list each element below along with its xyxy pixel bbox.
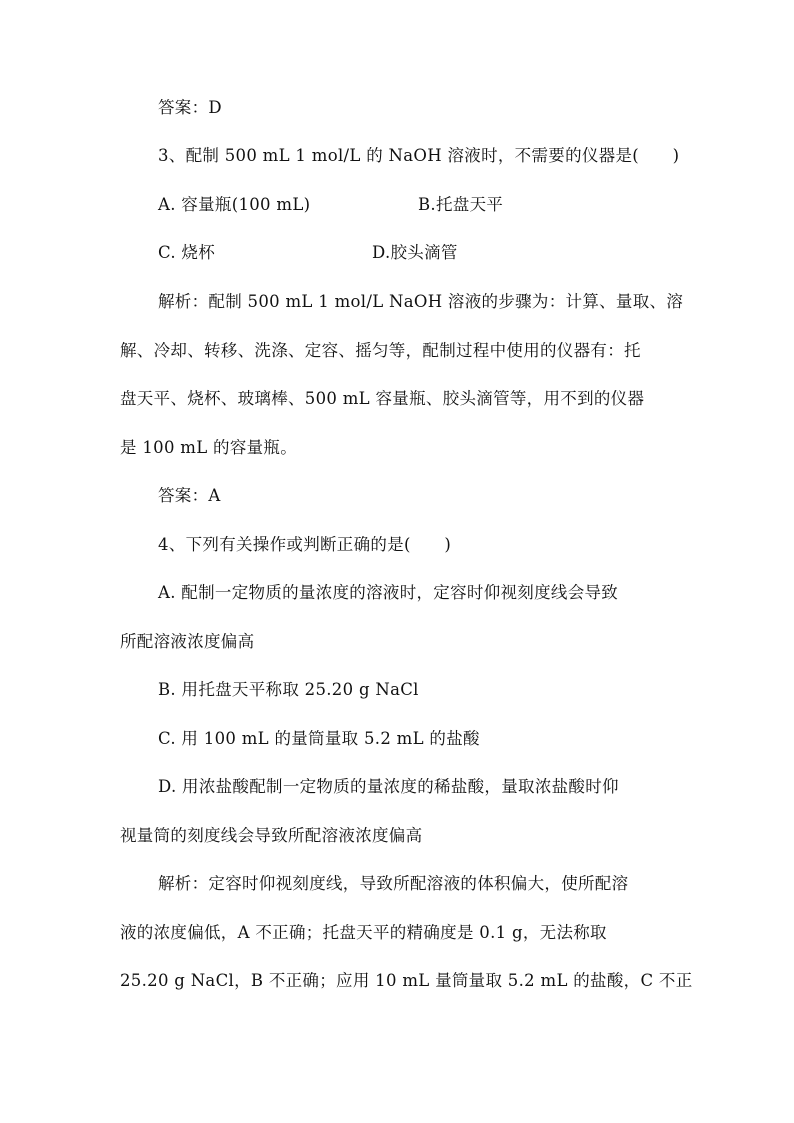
q3-analysis-line: 解、冷却、转移、洗涤、定容、摇匀等，配制过程中使用的仪器有：托 [120, 341, 641, 360]
q3-analysis-line: 解析：配制 500 mL 1 mol/L NaOH 溶液的步骤为：计算、量取、溶 [158, 292, 684, 311]
q3-analysis-line: 盘天平、烧杯、玻璃棒、500 mL 容量瓶、胶头滴管等，用不到的仪器 [120, 389, 645, 408]
q4-option-a-line: 所配溶液浓度偏高 [120, 632, 255, 651]
q4-option-d-line: D. 用浓盐酸配制一定物质的量浓度的稀盐酸，量取浓盐酸时仰 [158, 777, 619, 796]
q4-option-a-line: A. 配制一定物质的量浓度的溶液时，定容时仰视刻度线会导致 [158, 583, 619, 602]
q3-option-c: C. 烧杯 [158, 243, 216, 262]
q4-option-d-line: 视量筒的刻度线会导致所配溶液浓度偏高 [120, 826, 423, 845]
q4-option-c: C. 用 100 mL 的量筒量取 5.2 mL 的盐酸 [158, 729, 480, 748]
q4-analysis-line: 液的浓度偏低，A 不正确；托盘天平的精确度是 0.1 g，无法称取 [120, 923, 607, 942]
q4-option-b: B. 用托盘天平称取 25.20 g NaCl [158, 680, 419, 699]
q3-answer: 答案：A [158, 486, 221, 505]
q4-stem: 4、下列有关操作或判断正确的是( ) [158, 535, 452, 554]
q3-option-a: A. 容量瓶(100 mL) [158, 195, 311, 214]
q2-answer: 答案：D [158, 98, 222, 117]
q3-stem: 3、配制 500 mL 1 mol/L 的 NaOH 溶液时，不需要的仪器是( ) [158, 146, 680, 165]
q3-option-d: D.胶头滴管 [372, 243, 458, 262]
q3-analysis-line: 是 100 mL 的容量瓶。 [120, 438, 298, 457]
q4-analysis-line: 25.20 g NaCl，B 不正确；应用 10 mL 量筒量取 5.2 mL 的盐酸，C 不正 [120, 971, 693, 990]
q3-option-b: B.托盘天平 [418, 195, 504, 214]
q4-analysis-line: 解析：定容时仰视刻度线，导致所配溶液的体积偏大，使所配溶 [158, 874, 629, 893]
